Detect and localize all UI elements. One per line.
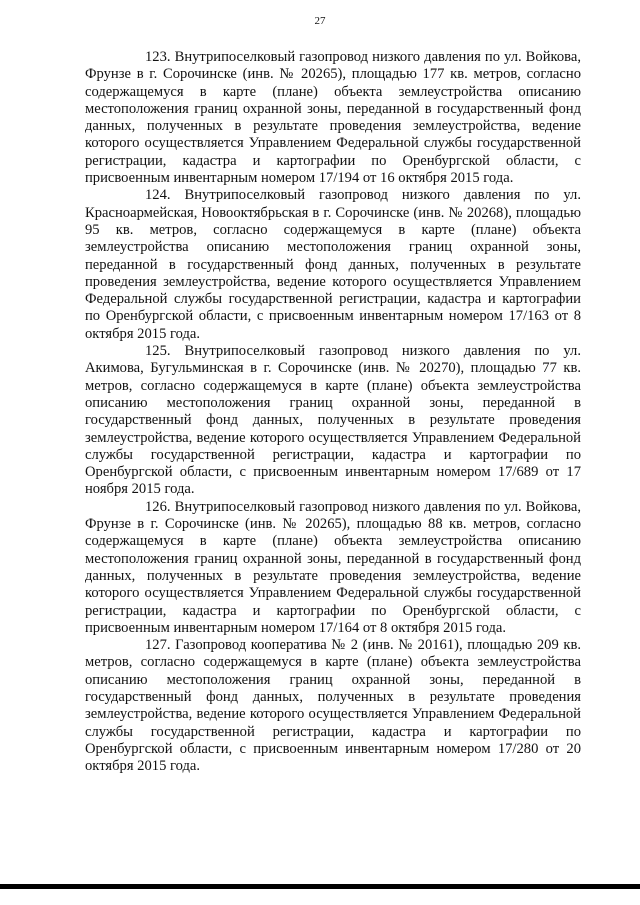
document-body — [85, 49, 581, 775]
paragraph-127: 127. Газопровод кооператива № 2 (инв. № 20161), площадью 209 кв. метров, согласно содержащемуся в карте (плане) объекта землеустройства описанию местоположения границ охранной зоны, переданной в государственный фонд данных, полученных в результате проведения землеустройства, ведение которого осуществляется Управлением Федеральной службы государственной регистрации, кадастра и картографии по Оренбургской области, с присвоенным инвентарным номером 17/280 от 20 октября 2015 года. — [85, 637, 581, 775]
scan-edge-line — [0, 884, 640, 889]
paragraph-124: 124. Внутрипоселковый газопровод низкого давления по ул. Красноармейская, Новооктябрьская в г. Сорочинске (инв. № 20268), площадью 95 кв. метров, согласно содержащемуся в карте (плане) объекта землеустройства описанию местоположения границ охранной зоны, переданной в государственный фонд данных, полученных в результате проведения землеустройства, ведение которого осуществляется Управлением Федеральной службы государственной регистрации, кадастра и картографии по Оренбургской области, с присвоенным инвентарным номером 17/163 от 8 октября 2015 года. — [85, 187, 581, 342]
paragraph-125: 125. Внутрипоселковый газопровод низкого давления по ул. Акимова, Бугульминская в г. Сорочинске (инв. № 20270), площадью 77 кв. метров, согласно содержащемуся в карте (плане) объекта землеустройства описанию местоположения границ охранной зоны, переданной в государственный фонд данных, полученных в результате проведения землеустройства, ведение которого осуществляется Управлением Федеральной службы государственной регистрации, кадастра и картографии по Оренбургской области, с присвоенным инвентарным номером 17/689 от 17 ноября 2015 года. — [85, 343, 581, 498]
page-number: 27 — [314, 15, 326, 27]
paragraph-123: 123. Внутрипоселковый газопровод низкого давления по ул. Войкова, Фрунзе в г. Сорочинске (инв. № 20265), площадью 177 кв. метров, согласно содержащемуся в карте (плане) объекта землеустройства описанию местоположения границ охранной зоны, переданной в государственный фонд данных, полученных в результате проведения землеустройства, ведение которого осуществляется Управлением Федеральной службы государственной регистрации, кадастра и картографии по Оренбургской области, с присвоенным инвентарным номером 17/194 от 16 октября 2015 года. — [85, 49, 581, 187]
paragraph-126: 126. Внутрипоселковый газопровод низкого давления по ул. Войкова, Фрунзе в г. Сорочинске (инв. № 20265), площадью 88 кв. метров, согласно содержащемуся в карте (плане) объекта землеустройства описанию местоположения границ охранной зоны, переданной в государственный фонд данных, полученных в результате проведения землеустройства, ведение которого осуществляется Управлением Федеральной службы государственной регистрации, кадастра и картографии по Оренбургской области, с присвоенным инвентарным номером 17/164 от 8 октября 2015 года. — [85, 498, 581, 636]
